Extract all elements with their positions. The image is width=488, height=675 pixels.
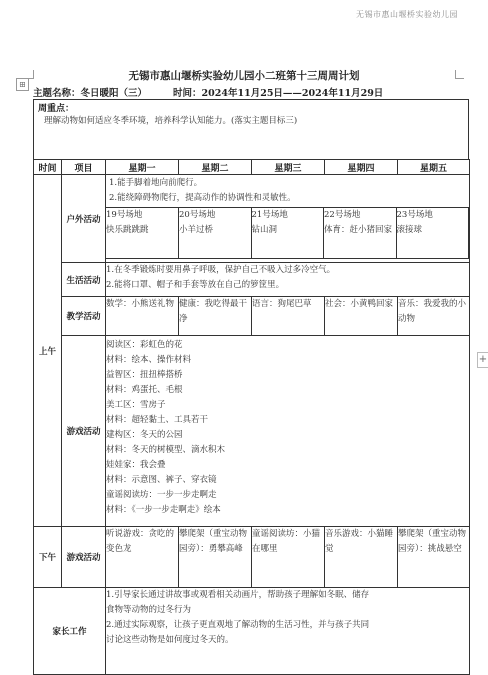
- parents-line: 食物等动物的过冬行为: [106, 605, 192, 615]
- theme-line: [33, 85, 383, 99]
- afternoon-thursday: 音乐游戏：小猫睡觉: [325, 527, 398, 588]
- games-line: 建构区：冬天的公园: [106, 430, 183, 440]
- life-content: [106, 263, 470, 297]
- col-wednesday: 星期三: [252, 160, 325, 175]
- outdoor-goal: 2.能绕障碍物爬行，提高动作的协调性和灵敏性。: [109, 193, 296, 203]
- outdoor-days: [106, 207, 469, 259]
- col-time: 时间: [34, 160, 62, 175]
- games-line: 材料：《一步一步走啊走》绘本: [106, 505, 221, 515]
- focus-heading: 周重点：: [38, 104, 75, 114]
- col-item: 项目: [62, 160, 106, 175]
- life-line: 2.能将口罩、帽子和手套等放在自己的箩筐里。: [106, 280, 285, 290]
- outdoor-thursday: 22号场地 体育：赶小猪回家: [324, 208, 397, 259]
- parents-content: [106, 588, 470, 675]
- life-row: [34, 263, 470, 297]
- outdoor-tuesday: 20号场地 小羊过桥: [179, 208, 252, 259]
- afternoon-row: [34, 527, 470, 588]
- add-column-plus-icon[interactable]: +: [477, 352, 488, 368]
- teaching-wednesday: 语言：狗尾巴草: [252, 297, 325, 336]
- life-label: 生活活动: [62, 263, 106, 297]
- afternoon-tuesday: 攀爬架（重宝动物园旁）：勇攀高峰: [179, 527, 252, 588]
- time-label: 时间：: [173, 88, 202, 99]
- outdoor-friday: 23号场地 滚接球: [396, 208, 469, 259]
- morning-label: 上午: [34, 175, 62, 527]
- life-line: 1.在冬季锻炼时要用鼻子呼吸，保护自己不吸入过多冷空气。: [106, 265, 336, 275]
- outdoor-goal: 1.能手脚着地向前爬行。: [109, 178, 203, 188]
- time-value: 2024年11月25日——2024年11月29日: [201, 88, 384, 99]
- document-header-note: 无锡市惠山堰桥实验幼儿园: [356, 10, 458, 19]
- outdoor-goals: [106, 175, 469, 207]
- teaching-tuesday: 健康：我吃得最干净: [179, 297, 252, 336]
- outdoor-label: 户外活动: [62, 175, 106, 263]
- table-move-handle-icon[interactable]: ⊞: [16, 78, 29, 91]
- afternoon-friday: 攀爬架（重宝动物园旁）：挑战悬空: [398, 527, 470, 588]
- parents-line: 1.引导家长通过讲故事或观看相关动画片，帮助孩子理解如冬眠、储存: [106, 590, 370, 600]
- games-line: 益智区：扭扭棒搭桥: [106, 370, 183, 380]
- theme-label: 主题名称：: [33, 88, 81, 99]
- teaching-friday: 音乐：我爱我的小动物: [398, 297, 470, 336]
- weekly-plan-table: [33, 159, 470, 675]
- games-row: [34, 336, 470, 527]
- teaching-label: 教学活动: [62, 297, 106, 336]
- weekly-focus-box: [33, 99, 469, 159]
- games-line: 材料：超轻黏土、工具若干: [106, 415, 209, 425]
- outdoor-content: [106, 175, 470, 263]
- table-header-row: [34, 160, 470, 175]
- outdoor-wednesday: 21号场地 钻山洞: [251, 208, 324, 259]
- theme-value: 冬日暖阳（三）: [80, 88, 148, 99]
- teaching-monday: 数学：小熊送礼物: [106, 297, 179, 336]
- games-line: 娃娃家：我会叠: [106, 460, 166, 470]
- games-line: 材料：示意图、裤子、穿衣镜: [106, 475, 217, 485]
- afternoon-wednesday: 童谣阅读坊：小猫在哪里: [252, 527, 325, 588]
- outdoor-monday: 19号场地 快乐跳跳跳: [106, 208, 179, 259]
- parents-line: 讨论这些动物是如何度过冬天的。: [106, 635, 234, 645]
- focus-text: 理解动物如何适应冬季环境，培养科学认知能力。(落实主题目标三): [44, 116, 298, 126]
- games-label: 游戏活动: [62, 336, 106, 527]
- outdoor-row: [34, 175, 470, 263]
- teaching-row: [34, 297, 470, 336]
- teaching-thursday: 社会：小黄鸭回家: [325, 297, 398, 336]
- games-line: 童谣阅读坊：一步一步走啊走: [106, 490, 217, 500]
- games-line: 美工区：雪房子: [106, 400, 166, 410]
- games-line: 材料：绘本、操作材料: [106, 355, 192, 365]
- col-monday: 星期一: [106, 160, 179, 175]
- games-line: 材料：冬天的树模型、滴水积木: [106, 445, 226, 455]
- games-line: 阅读区：彩虹色的花: [106, 340, 183, 350]
- afternoon-games-label: 游戏活动: [62, 527, 106, 588]
- afternoon-label: 下午: [34, 527, 62, 588]
- parents-line: 2.通过实际观察，让孩子更直观地了解动物的生活习性，并与孩子共同: [106, 620, 370, 630]
- col-friday: 星期五: [398, 160, 470, 175]
- games-content: [106, 336, 470, 527]
- col-thursday: 星期四: [325, 160, 398, 175]
- col-tuesday: 星期二: [179, 160, 252, 175]
- parents-label: 家长工作: [34, 588, 106, 675]
- afternoon-monday: 听说游戏：贪吃的变色龙: [106, 527, 179, 588]
- games-line: 材料：鸡蛋托、毛根: [106, 385, 183, 395]
- parents-row: [34, 588, 470, 675]
- page-title: 无锡市惠山堰桥实验幼儿园小二班第十三周周计划: [128, 70, 360, 82]
